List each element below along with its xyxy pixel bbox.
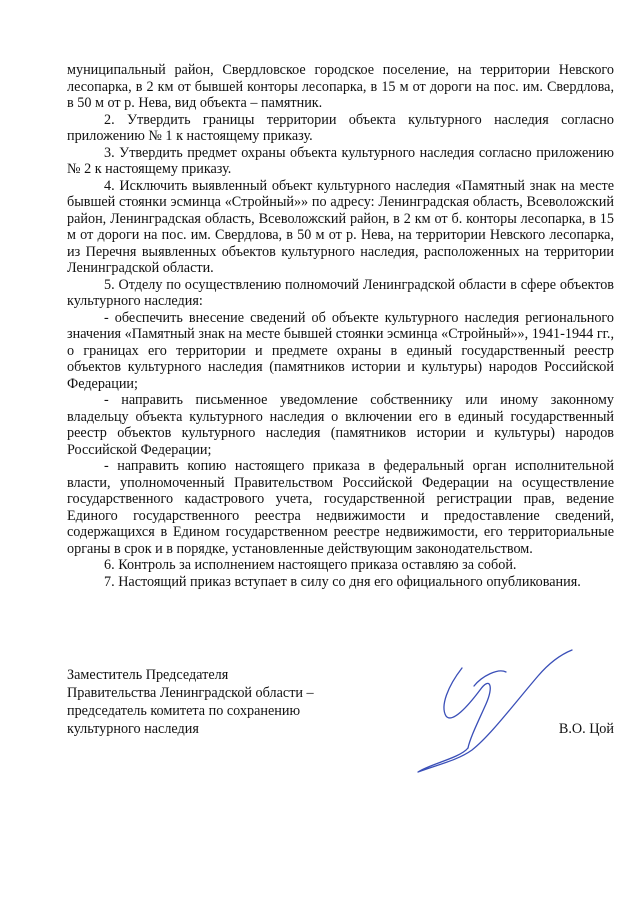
- signer-title-line-3: председатель комитета по сохранению: [67, 703, 301, 719]
- paragraph-6: 6. Контроль за исполнением настоящего приказа оставляю за собой.: [104, 557, 517, 573]
- paragraph-7: 7. Настоящий приказ вступает в силу со дня его официального опубликования.: [104, 573, 581, 590]
- paragraph-5-item-2: - направить письменное уведомление собственнику или иному законному владельцу объекта культурного наследия о включении его в единый государственный реестр объектов культурного наследия (памятников истории и культуры) народов Российской Федерации;: [67, 392, 614, 458]
- paragraph-5-item-1: - обеспечить внесение сведений об объекте культурного наследия регионального значения «Памятный знак на месте бывшей стоянки эсминца «Стройный»», 1941-1944 гг., о границах его территории и предмете охраны в единый государственный реестр объектов культурного наследия (памятников истории и культуры) народов Российской Федерации;: [67, 309, 614, 392]
- paragraph-3: 3. Утвердить предмет охраны объекта культурного наследия согласно приложению № 2 к настоящему приказу.: [67, 144, 614, 177]
- handwritten-signature: [410, 646, 580, 776]
- paragraph-continuation: муниципальный район, Свердловское городское поселение, на территории Невского лесопарка, в 2 км от бывшей конторы лесопарка, в 15 м от дороги на пос. им. Свердлова, в 50 м от р. Нева, вид объекта – памятник.: [67, 62, 614, 111]
- paragraph-5: 5. Отделу по осуществлению полномочий Ленинградской области в сфере объектов культурного наследия:: [67, 276, 614, 309]
- signer-name: В.О. Цой: [558, 721, 614, 737]
- document-body: [67, 62, 614, 590]
- signer-title-line-2: Правительства Ленинградской области –: [67, 685, 314, 701]
- paragraph-5-item-3: - направить копию настоящего приказа в федеральный орган исполнительной власти, уполномоченный Правительством Российской Федерации на осуществление государственного кадастрового учета, государственной регистрации прав, ведение Единого государственного реестра недвижимости и предоставление сведений, содержащихся в Едином государственном реестре недвижимости, его территориальные органы в срок и в порядке, установленные действующим законодательством.: [67, 458, 614, 557]
- paragraph-2: 2. Утвердить границы территории объекта культурного наследия согласно приложению № 1 к настоящему приказу.: [67, 111, 614, 144]
- paragraph-4: 4. Исключить выявленный объект культурного наследия «Памятный знак на месте бывшей стоянки эсминца «Стройный»» по адресу: Ленинградская область, Всеволожский район, Ленинградская область, Всеволожский район, в 2 км от б. конторы лесопарка, в 15 м от дороги на пос. им. Свердлова, в 50 м от р. Нева, на территории Невского лесопарка, из Перечня выявленных объектов культурного наследия, расположенных на территории Ленинградской области.: [67, 177, 614, 276]
- signer-title-line-1: Заместитель Председателя: [67, 667, 229, 683]
- signer-title-line-4: культурного наследия: [67, 721, 199, 737]
